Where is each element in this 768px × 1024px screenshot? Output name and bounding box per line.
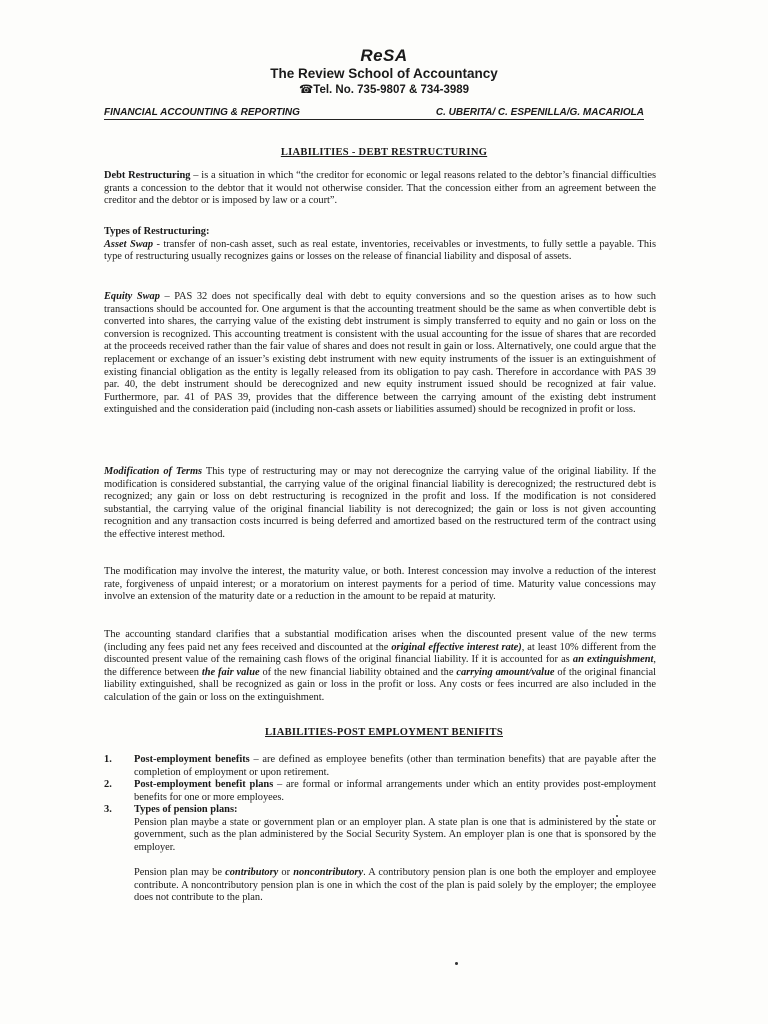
paragraph-asset-swap: Types of Restructuring: Asset Swap - transfer of non-cash asset, such as real estate, inventories, receivables or investments, to fully settle a payable. This type of restructuring usually recognizes gains or losses on the release of financial liability and disposal of assets. [104,226,656,263]
term-modification-of-terms: Modification of Terms [104,466,203,477]
list-number: 3. [104,804,112,815]
term-equity-swap: Equity Swap [104,291,160,302]
section-title-post-employment: LIABILITIES-POST EMPLOYMENT BENIFITS [265,727,503,738]
paragraph-modification-of-terms: Modification of Terms This type of restructuring may or may not derecognize the carrying value of the original liability. If the modification is considered substantial, the carrying value of the original financial liability is derecognized; the restructured debt is recognized; any gain or loss on debt restructuring is recognized in the profit and loss. If the modification is not considered substantial, the carrying value of the original financial liability is not derecognized; the gain or loss is not given accounting recognition and any transaction costs incurred is being deferred and amortized based on the restructured term of the contract using the effective interest method. [104,466,656,540]
resa-logo: ReSA [360,46,408,65]
paragraph-accounting-standard: The accounting standard clarifies that a substantial modification arises when the discounted present value of the new terms (including any fees paid net any fees received and discounted at the original effective interest rate), at least 10% different from the discounted present value of the remaining cash flows of the original financial liability. If it is accounted for as an extinguishment, the difference between the fair value of the new financial liability obtained and the carrying amount/value of the original financial liability extinguished, shall be recognized as gain or loss in the profit or loss. Any costs or fees incurred are also included in the calculation of the gain or loss on the extinguishment. [104,629,657,703]
paragraph-contributory: Pension plan may be contributory or noncontributory. A contributory pension plan is one both the employer and employee contribute. A noncontributory pension plan is one in which the cost of the plan is paid solely by the employer; the employee does not contribute to the plan. [134,867,657,904]
course-authors: C. UBERITA/ C. ESPENILLA/G. MACARIOLA [435,107,644,118]
scan-speck [455,962,458,965]
paragraph-modification-types: The modification may involve the interest, the maturity value, or both. Interest concession may involve a reduction of the interest rate, forgiveness of unpaid interest; or a moratorium on interest payments for a period of time. Maturity value concessions may involve an extension of the maturity date or a reduction in the amount to be repaid at maturity. [104,566,656,603]
course-header [104,107,644,120]
list-number: 1. [104,754,112,765]
paragraph-debt-restructuring: Debt Restructuring – is a situation in which “the creditor for economic or legal reasons related to the debtor’s financial difficulties grants a concession to the debtor that it would not otherwise consider. That the concession either from an agreement between the creditor and the debtor or is imposed by law or a court”. [104,170,656,207]
list-item-post-employment-benefits: Post-employment benefits – are defined as employee benefits (other than termination benefits) that are payable after the completion of employment or upon retirement. [134,754,657,778]
paragraph-equity-swap: Equity Swap – PAS 32 does not specifically deal with debt to equity conversions and so the question arises as to how such transactions should be accounted for. One argument is that the accounting treatment should be the same as when convertible debt is converted into shares, the carrying value of the existing debt instrument is simply transferred to equity and no gain or loss on the conversion is recognized. This accounting treatment is consistent with the usual accounting for the issue of shares that are recorded at the proceeds received rather than the fair value of shares and does not result in gain or loss. Alternatively, one could argue that the replacement or exchange of an issuer’s existing debt instrument with new equity instruments of the issuer is an extinguishment of existing financial obligation as the entity is legally released from its obligation to pay cash. Therefore in accordance with PAS 39 par. 40, the debt instrument should be derecognized and new equity instrument issued should be recognized at fair value. Furthermore, par. 41 of PAS 39, provides that the difference between the carrying amount of the existing debt instrument extinguished and the consideration paid (including non-cash assets or liabilities assumed) should be recognized in profit or loss. [104,291,656,416]
term-debt-restructuring: Debt Restructuring [104,170,191,181]
list-item-benefit-plans: Post-employment benefit plans – are formal or informal arrangements under which an entity provides post-employment benefits for one or more employees. [134,779,656,803]
scan-speck [616,815,618,817]
term-asset-swap: Asset Swap [104,238,154,250]
course-title: FINANCIAL ACCOUNTING & REPORTING [104,107,300,118]
telephone-line: ☎Tel. No. 735-9807 & 734-3989 [298,84,470,96]
types-heading: Types of Restructuring: [104,226,210,237]
pension-plan-description: Pension plan maybe a state or government plan or an employer plan. A state plan is one that is administered by the state or government, such as the plan administered by the Social Security System. An employer plan is one that is sponsored by the employer. [134,816,656,853]
section-title-debt-restructuring: LIABILITIES - DEBT RESTRUCTURING [280,147,488,158]
list-number: 2. [104,779,112,790]
list-item-pension-plans: Types of pension plans: Pension plan maybe a state or government plan or an employer plan. A state plan is one that is administered by the state or government, such as the plan administered by the Social Security System. An employer plan is one that is sponsored by the employer. [134,804,656,853]
school-name: The Review School of Accountancy [270,66,498,81]
